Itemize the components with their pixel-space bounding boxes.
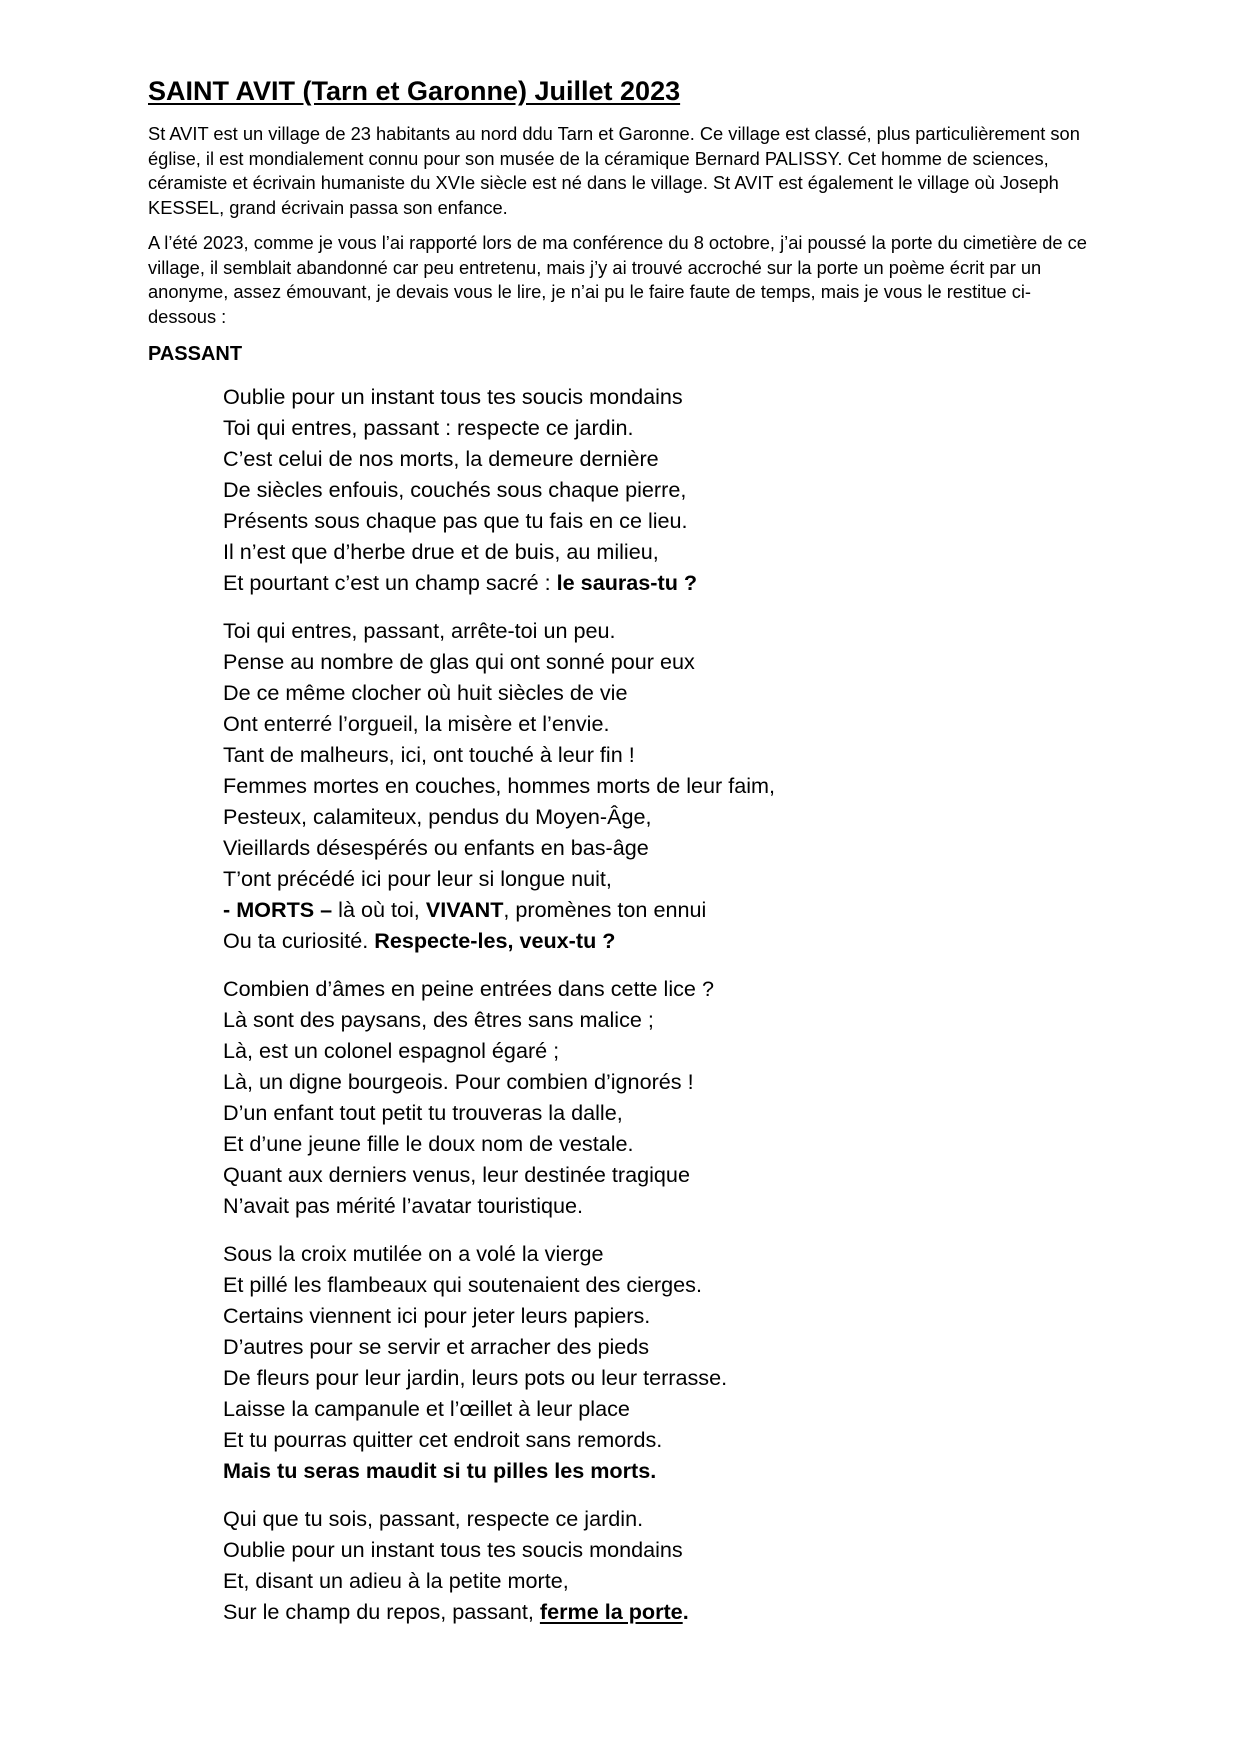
poem-line: D’autres pour se servir et arracher des pieds bbox=[223, 1334, 650, 1359]
document-title: SAINT AVIT (Tarn et Garonne) Juillet 2023 bbox=[148, 76, 681, 106]
poem-line: De siècles enfouis, couchés sous chaque pierre, bbox=[223, 477, 687, 502]
poem-line-emphasis: VIVANT bbox=[425, 897, 504, 922]
poem-line: D’un enfant tout petit tu trouveras la dalle, bbox=[223, 1100, 623, 1125]
poem-line-text: Et pourtant c’est un champ sacré : bbox=[223, 570, 557, 595]
poem-line: Et, disant un adieu à la petite morte, bbox=[223, 1568, 569, 1593]
poem-line bbox=[223, 1596, 1088, 1627]
poem-line: Et pillé les flambeaux qui soutenaient des cierges. bbox=[223, 1272, 702, 1297]
poem-line: Tant de malheurs, ici, ont touché à leur fin ! bbox=[223, 742, 635, 767]
poem-line: Il n’est que d’herbe drue et de buis, au milieu, bbox=[223, 539, 659, 564]
poem-line: Là, un digne bourgeois. Pour combien d’ignorés ! bbox=[223, 1069, 694, 1094]
poem-line: Là, est un colonel espagnol égaré ; bbox=[223, 1038, 560, 1063]
poem-line: Oublie pour un instant tous tes soucis mondains bbox=[223, 384, 683, 409]
intro-paragraph: St AVIT est un village de 23 habitants au nord ddu Tarn et Garonne. Ce village est classé, plus particulièrement son église, il est mondialement connu pour son musée de la céramique Bernard PALISSY. Cet homme de sciences, céramiste et écrivain humaniste du XVIe siècle est né dans le village. St AVIT est également le village où Joseph KESSEL, grand écrivain passa son enfance. bbox=[148, 123, 1080, 218]
poem-line: Là sont des paysans, des êtres sans malice ; bbox=[223, 1007, 654, 1032]
poem-line-text: Ou ta curiosité. bbox=[223, 928, 375, 953]
poem bbox=[223, 381, 1088, 1627]
poem-stanza-5 bbox=[223, 1503, 1088, 1627]
poem-line: Quant aux derniers venus, leur destinée tragique bbox=[223, 1162, 690, 1187]
poem-line: Sous la croix mutilée on a volé la vierge bbox=[223, 1241, 604, 1266]
poem-line: Ont enterré l’orgueil, la misère et l’envie. bbox=[223, 711, 610, 736]
poem-line: Oublie pour un instant tous tes soucis mondains bbox=[223, 1537, 683, 1562]
poem-line-text: là où toi, bbox=[332, 897, 426, 922]
poem-line: Combien d’âmes en peine entrées dans cette lice ? bbox=[223, 976, 714, 1001]
poem-line: Qui que tu sois, passant, respecte ce jardin. bbox=[223, 1506, 644, 1531]
poem-line bbox=[223, 925, 1088, 956]
poem-line bbox=[223, 567, 1088, 598]
poem-line: Toi qui entres, passant, arrête-toi un peu. bbox=[223, 618, 616, 643]
poem-line: Pesteux, calamiteux, pendus du Moyen-Âge, bbox=[223, 804, 652, 829]
poem-line: Pense au nombre de glas qui ont sonné pour eux bbox=[223, 649, 695, 674]
poem-line: C’est celui de nos morts, la demeure dernière bbox=[223, 446, 659, 471]
poem-line-emphasis: ferme la porte bbox=[539, 1599, 683, 1624]
poem-line-text: , promènes ton ennui bbox=[503, 897, 707, 922]
poem-line bbox=[223, 894, 1088, 925]
poem-line: T’ont précédé ici pour leur si longue nuit, bbox=[223, 866, 612, 891]
poem-title: PASSANT bbox=[148, 343, 243, 365]
poem-stanza-1 bbox=[223, 381, 1088, 598]
poem-line-punctuation: . bbox=[682, 1599, 689, 1624]
poem-line-emphasis: - MORTS – bbox=[223, 897, 333, 922]
poem-line: Et d’une jeune fille le doux nom de vestale. bbox=[223, 1131, 634, 1156]
poem-line-emphasis: le sauras-tu ? bbox=[556, 570, 698, 595]
poem-line-emphasis: Mais tu seras maudit si tu pilles les morts. bbox=[223, 1458, 657, 1483]
poem-stanza-4 bbox=[223, 1238, 1088, 1486]
poem-stanza-2 bbox=[223, 615, 1088, 956]
document-page bbox=[148, 74, 1088, 1644]
poem-line: Femmes mortes en couches, hommes morts de leur faim, bbox=[223, 773, 776, 798]
poem-line-emphasis: Respecte-les, veux-tu ? bbox=[374, 928, 616, 953]
poem-line: Et tu pourras quitter cet endroit sans remords. bbox=[223, 1427, 663, 1452]
poem-line: Vieillards désespérés ou enfants en bas-âge bbox=[223, 835, 649, 860]
poem-line: De ce même clocher où huit siècles de vie bbox=[223, 680, 628, 705]
poem-line: Certains viennent ici pour jeter leurs papiers. bbox=[223, 1303, 651, 1328]
poem-line: Laisse la campanule et l’œillet à leur place bbox=[223, 1396, 630, 1421]
poem-line: Toi qui entres, passant : respecte ce jardin. bbox=[223, 415, 634, 440]
poem-line-text: Sur le champ du repos, passant, bbox=[223, 1599, 540, 1624]
poem-line: N’avait pas mérité l’avatar touristique. bbox=[223, 1193, 584, 1218]
context-paragraph: A l’été 2023, comme je vous l’ai rapporté lors de ma conférence du 8 octobre, j’ai poussé la porte du cimetière de ce village, il semblait abandonné car peu entretenu, mais j’y ai trouvé accroché sur la porte un poème écrit par un anonyme, assez émouvant, je devais vous le lire, je n’ai pu le faire faute de temps, mais je vous le restitue ci-dessous : bbox=[148, 232, 1087, 327]
poem-line: Présents sous chaque pas que tu fais en ce lieu. bbox=[223, 508, 688, 533]
poem-stanza-3 bbox=[223, 973, 1088, 1221]
poem-line: De fleurs pour leur jardin, leurs pots ou leur terrasse. bbox=[223, 1365, 728, 1390]
